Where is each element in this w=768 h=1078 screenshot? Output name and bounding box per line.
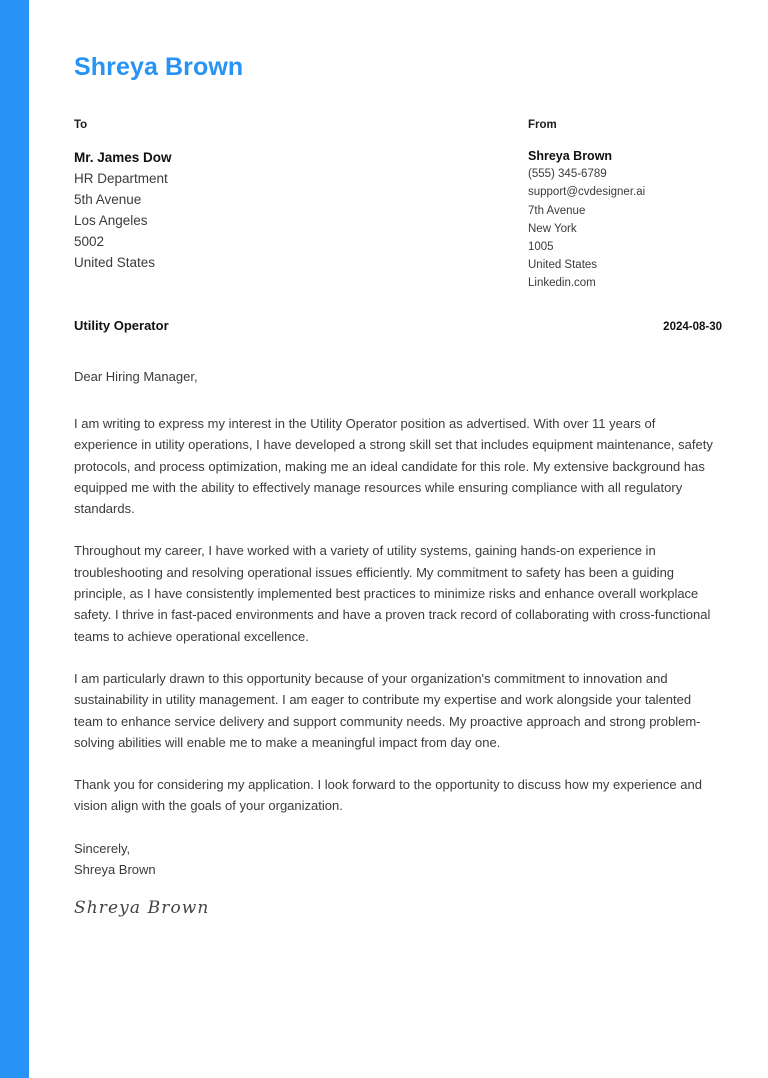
accent-sidebar-stripe	[0, 0, 29, 1078]
closing-block	[74, 838, 722, 920]
sender-email: support@cvdesigner.ai	[528, 186, 646, 199]
sender-heading: From	[528, 119, 557, 131]
body-paragraph: Throughout my career, I have worked with a variety of utility systems, gaining hands-on experience in troubleshooting and resolving operational issues efficiently. My commitment to safety has been a guiding principle, as I have consistently implemented best practices to minimize risks and enhance overall workplace safety. I thrive in fast-paced environments and have a proven track record of collaborating with cross-functional teams to achieve operational excellence.	[74, 543, 711, 644]
signature: Shreya Brown	[74, 897, 210, 918]
body-paragraph: I am writing to express my interest in the Utility Operator position as advertised. With over 11 years of experience in utility operations, I have developed a strong skill set that includes equipment maintenance, safety protocols, and process optimization, making me an ideal candidate for this role. My extensive background has equipped me with the ability to effectively manage resources while ensuring compliance with all regulatory standards.	[74, 416, 713, 517]
position-title: Utility Operator	[74, 318, 169, 333]
recipient-line: Los Angeles	[74, 213, 148, 228]
closing-name: Shreya Brown	[74, 861, 156, 877]
body-paragraph: Thank you for considering my application. I look forward to the opportunity to discuss how my experience and vision align with the goals of your organization.	[74, 777, 702, 814]
recipient-line: HR Department	[74, 171, 168, 186]
recipient-line: 5002	[74, 234, 105, 249]
closing-salutation: Sincerely,	[74, 840, 131, 856]
recipient-address-block	[74, 118, 404, 273]
recipient-heading: To	[74, 119, 88, 131]
salutation: Dear Hiring Manager,	[74, 369, 198, 384]
recipient-line: 5th Avenue	[74, 192, 142, 207]
sender-linkedin: Linkedin.com	[528, 277, 596, 290]
letter-content	[74, 0, 722, 1078]
letter-body	[74, 366, 722, 920]
body-paragraph: I am particularly drawn to this opportunity because of your organization's commitment to innovation and sustainability in utility management. I am eager to contribute my expertise and work alongside your talented team to enhance service delivery and support community needs. My proactive approach and strong problem-solving abilities will enable me to make a meaningful impact from day one.	[74, 670, 701, 750]
recipient-line: United States	[74, 255, 156, 270]
subject-row	[74, 318, 722, 335]
recipient-name: Mr. James Dow	[74, 150, 172, 165]
letter-date: 2024-08-30	[663, 321, 722, 333]
sender-line: 1005	[528, 241, 554, 254]
sender-line: 7th Avenue	[528, 204, 586, 217]
sender-line: New York	[528, 222, 577, 235]
sender-address-block	[528, 118, 728, 293]
page-title: Shreya Brown	[74, 53, 244, 81]
sender-phone: (555) 345-6789	[528, 168, 607, 181]
sender-name: Shreya Brown	[528, 149, 613, 163]
sender-line: United States	[528, 259, 598, 272]
